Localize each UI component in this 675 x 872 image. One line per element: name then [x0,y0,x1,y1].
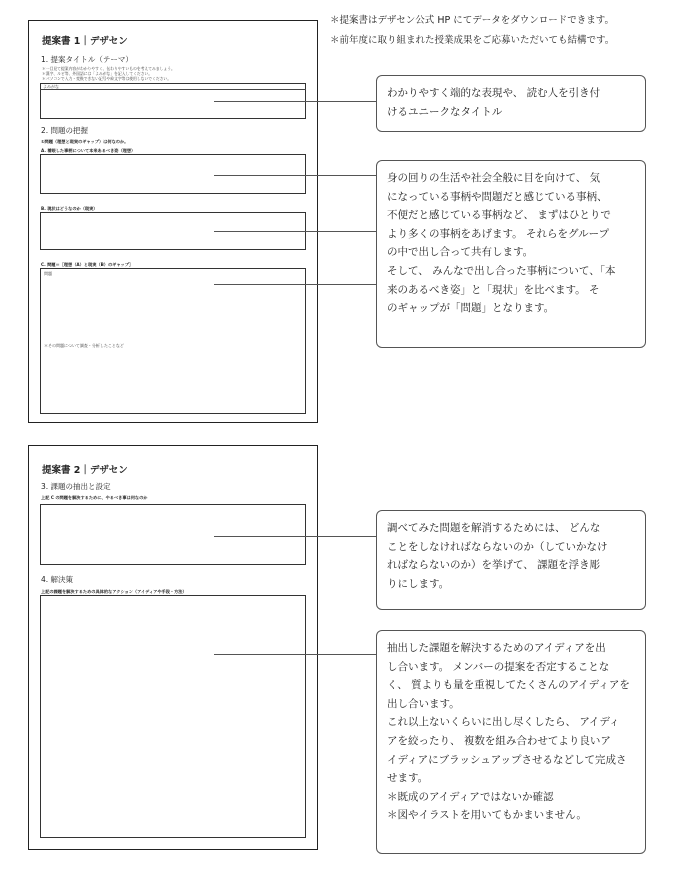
top-note: ＊前年度に取り組まれた授業成果をご応募いただいても結構です。 [330,35,615,46]
reading-label: よみがな [43,83,59,89]
sheet-2-title: 提案書 2｜デザセン [42,465,128,476]
callout-problem [376,160,646,348]
top-notes [330,11,614,51]
connector-problem [214,284,376,285]
callout-line: けるユニークなタイトル [387,105,503,118]
callout-line: し合います。 メンバーの提案を否定することな [387,660,610,673]
problem-box-note: ＊その問題について調査・分析したことなど [44,343,124,348]
callout-task [376,510,646,610]
section-3-sub: 上記 C の問題を解決するために、やるべき事は何なのか [41,495,148,500]
callout-line: ればならないのか）を挙げて、 課題を浮き彫 [387,559,601,572]
callout-line: 抽出した課題を解決するためのアイディアを出 [387,642,606,654]
callout-line: アを絞ったり、 複数を組み合わせてより良いア [387,734,611,747]
callout-line: より多くの事柄をあげます。 それらをグループ [387,227,610,240]
callout-line: 来のあるべき姿」と「現状」を比べます。 そ [387,283,600,296]
task-box [40,504,306,565]
problem-box-label: 問題 [44,271,52,276]
top-note: ＊提案書はデザセン公式 HP にてデータをダウンロードできます。 [330,15,614,26]
connector-solution [214,654,376,655]
ideal-box [40,154,306,194]
callout-title [376,75,646,132]
sheet-1-title: 提案書 1｜デザセン [42,36,128,47]
connector-title [214,101,376,102]
callout-line: 出し合います。 [387,697,460,710]
connector-ideal [214,175,376,176]
section-1-note: ＊パソコンで入力・変換できない記号や絵文字等は使用しないでください。 [42,76,172,81]
callout-line: 身の回りの生活や社会全般に目を向けて、 気 [387,172,601,184]
callout-line: の中で出し合って共有します。 [387,246,534,259]
section-2-heading: 2. 問題の把握 [41,126,89,135]
problem-box [40,268,306,414]
sub-a-label: A. 着眼した事柄について本来あるべき姿（理想） [41,148,136,153]
callout-line: りにします。 [387,577,450,590]
section-2-sub: ①問題（理想と現実のギャップ）は何なのか。 [41,139,129,144]
callout-line: そして、 みんなで出し合った事柄について、「本 [387,264,616,277]
section-3-heading: 3. 課題の抽出と設定 [41,482,111,491]
callout-line: ことをしなければならないのか（していかなけ [387,540,608,553]
callout-line: のギャップが「問題」となります。 [387,302,555,315]
solution-box [40,595,306,838]
callout-line: せます。 [387,772,429,785]
section-4-sub: 上記の課題を解決するための具体的なアクション（アイディアや手段・方法） [41,589,187,594]
connector-task [214,536,376,537]
callout-line: これ以上ないくらいに出し尽くしたら、 アイディ [387,716,620,729]
callout-line: イディアにブラッシュアップさせるなどして完成さ [387,753,627,766]
callout-line: 不便だと感じている事柄など、 まずはひとりで [387,209,611,222]
sub-b-label: B. 現状はどうなのか（現実） [41,206,98,211]
callout-line: 調べてみた問題を解消するためには、 どんな [387,522,601,534]
callout-solution [376,630,646,854]
callout-line: ＊図やイラストを用いてもかまいません。 [387,809,587,822]
section-1-note: ＊一目見て提案内容がわかりやすく、伝わりやすいものを考えてみましょう。 [42,66,175,71]
section-1-note: ＊漢字、ルビ等、外国語には「よみがな」を記入してください。 [42,71,153,76]
callout-line: ＊既成のアイディアではないか確認 [387,790,554,803]
callout-line: わかりやすく端的な表現や、 読む人を引き付 [387,87,601,99]
connector-reality [214,231,376,232]
callout-line: になっている事柄や問題だと感じている事柄、 [387,190,608,203]
section-1-heading: 1. 提案タイトル（テーマ） [41,55,133,64]
sub-c-label: C. 問題＝［理想（A）と現実（B）のギャップ］ [41,262,134,267]
callout-line: く、 質よりも量を重視してたくさんのアイディアを [387,679,630,692]
reading-divider [40,89,306,90]
section-4-heading: 4. 解決策 [41,575,74,584]
